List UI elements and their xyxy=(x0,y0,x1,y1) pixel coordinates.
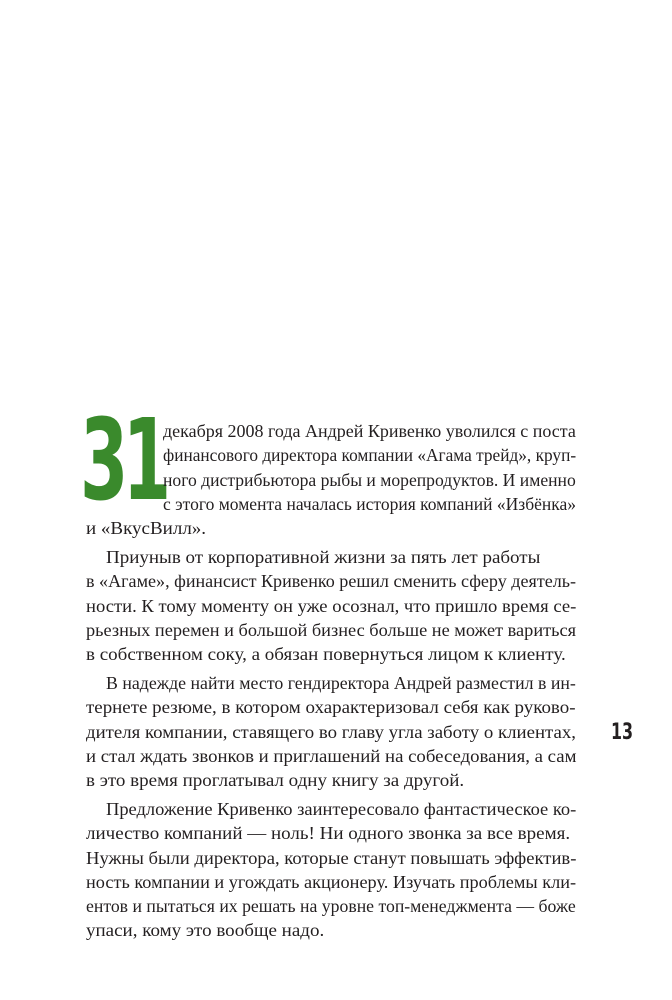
text-line: Предложение Кривенко заинтересовало фантастическое ко- xyxy=(106,799,577,819)
page-number: 13 xyxy=(611,720,634,745)
text-line: в «Агаме», финансист Кривенко решил сменить сферу деятель- xyxy=(86,571,577,591)
text-line: Нужны были директора, которые станут повышать эффектив- xyxy=(86,848,577,868)
text-line: В надежде найти место гендиректора Андрей разместил в ин- xyxy=(106,673,576,693)
text-line: ентов и пытаться их решать на уровне топ-менеджмента — боже xyxy=(86,896,576,916)
text-line: ного дистрибьютора рыбы и морепродуктов. И именно xyxy=(163,470,576,490)
text-line: ности. К тому моменту он уже осознал, что пришло время се- xyxy=(86,596,577,616)
text-line: ность компании и угождать акционеру. Изучать проблемы кли- xyxy=(86,872,577,892)
text-line: и стал ждать звонков и приглашений на собеседования, а сам xyxy=(86,746,577,766)
text-line: дителя компании, ставящего во главу угла заботу о клиентах, xyxy=(86,722,576,742)
text-line: упаси, кому это вообще надо. xyxy=(86,920,325,940)
text-line: финансового директора компании «Агама трейд», круп- xyxy=(163,445,577,465)
text-line: Приуныв от корпоративной жизни за пять лет работы xyxy=(106,547,541,567)
text-line: и «ВкусВилл». xyxy=(86,518,207,538)
drop-cap-date-number: 31 xyxy=(80,396,166,526)
text-line: в это время проглатывал одну книгу за другой. xyxy=(86,770,465,790)
text-line: личество компаний — ноль! Ни одного звонка за все время. xyxy=(86,823,571,843)
text-line: декабря 2008 года Андрей Кривенко уволился с поста xyxy=(163,421,576,441)
text-line: с этого момента началась история компаний «Избёнка» xyxy=(163,494,577,514)
text-line: в собственном соку, а обязан повернуться лицом к клиенту. xyxy=(86,644,566,664)
text-line: рьезных перемен и большой бизнес больше не может вариться xyxy=(86,620,577,640)
text-line: тернете резюме, в котором охарактеризовал себя как руково- xyxy=(86,697,576,717)
